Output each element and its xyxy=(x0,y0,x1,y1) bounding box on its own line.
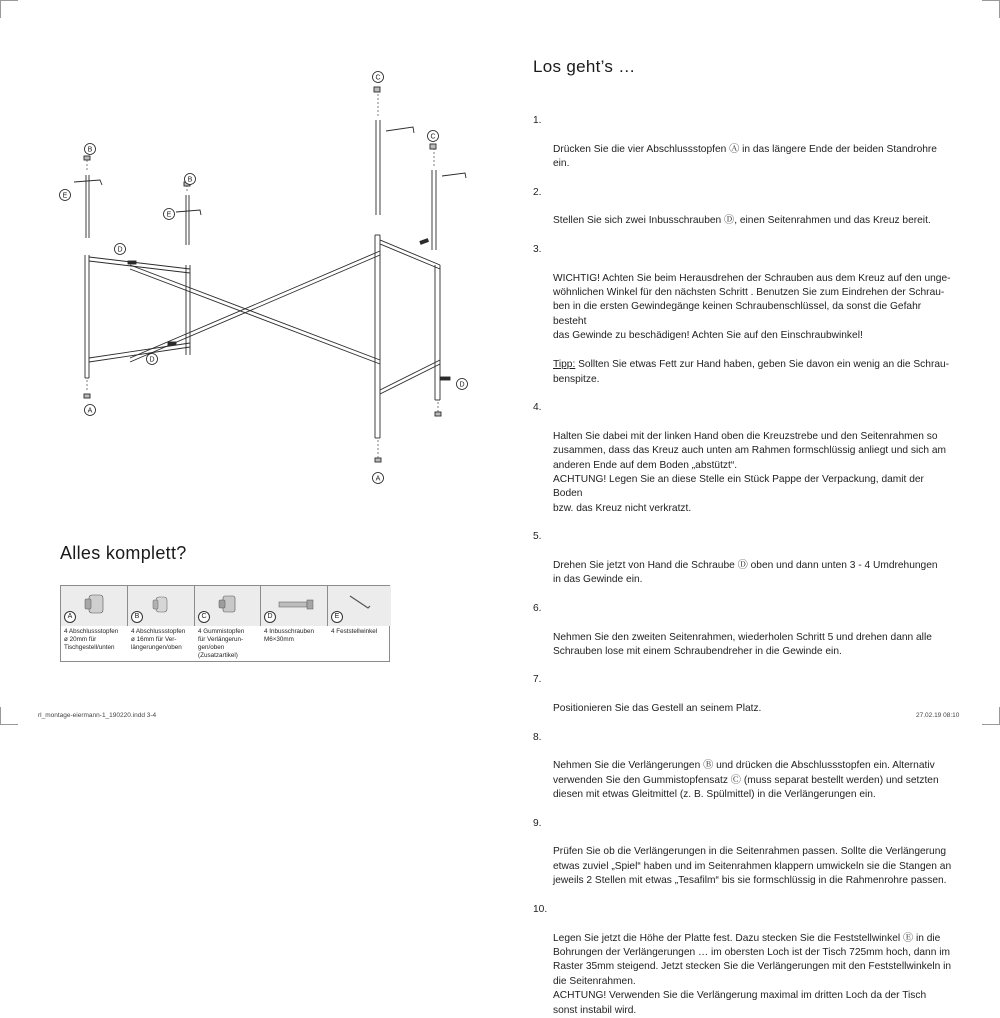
parts-list xyxy=(60,585,390,662)
step-number: 7. xyxy=(533,674,542,686)
step-item xyxy=(533,186,953,229)
part-d-cell xyxy=(261,586,328,626)
step-item xyxy=(533,401,953,516)
step-text: Drehen Sie jetzt von Hand die Schraube Ⓓ oben und dann unten 3 - 4 Umdrehungen in das Gewinde ein. xyxy=(553,559,938,586)
part-e-description: 4 Feststellwinkel xyxy=(331,628,378,635)
part-c-cell xyxy=(195,586,261,626)
tip-label: Tipp: xyxy=(553,359,576,371)
part-d-description: 4 Inbusschrauben M6×30mm xyxy=(264,628,315,643)
part-b-description: 4 Abschlussstopfen ø 16mm für Ver- längerungen/oben xyxy=(131,628,186,651)
crop-mark xyxy=(0,707,1,725)
step-item xyxy=(533,602,953,660)
step-text: Legen Sie jetzt die Höhe der Platte fest. Dazu stecken Sie die Feststellwinkel Ⓔ in die Bohrungen der Verlängerungen … im obersten Loch ist der Tisch 725mm hoch, dann im Raster 35mm steigend. Jetzt stecken Sie die Verlängerungen mit den Feststellwinkeln in die Seitenrahmen. ACHTUNG! Verwenden Sie die Verlängerung maximal im dritten Loch da der Tisch sonst instabil wird. xyxy=(553,932,952,1016)
cap-shape xyxy=(374,87,380,92)
print-slug-date: 27.02.19 08:10 xyxy=(916,712,960,719)
step-number: 10. xyxy=(533,903,548,915)
left-frame-bottom-bar xyxy=(89,347,190,362)
callout-e-left: E xyxy=(62,192,68,200)
part-e-cell xyxy=(328,586,391,626)
callout-e-mid: E xyxy=(166,211,172,219)
step-number: 3. xyxy=(533,243,542,255)
crop-mark xyxy=(0,0,1,18)
crop-mark xyxy=(0,0,18,1)
right-frame-top-bar xyxy=(380,240,440,265)
angle-bracket-shape xyxy=(74,180,102,185)
right-frame-bottom-bar xyxy=(380,360,440,390)
callout-a-left: A xyxy=(87,407,93,415)
callout-d-right: D xyxy=(459,381,465,389)
print-slug-file: rl_montage-eiermann-1_190220.indd 3-4 xyxy=(38,712,157,719)
step-item xyxy=(533,817,953,889)
crop-mark xyxy=(0,724,18,725)
part-d-badge: D xyxy=(264,611,276,623)
parts-check-heading: Alles komplett? xyxy=(60,543,187,563)
screw-shape xyxy=(128,261,136,264)
step-number: 9. xyxy=(533,817,542,829)
part-b-cell xyxy=(128,586,195,626)
crop-mark xyxy=(982,724,1000,725)
instructions-heading: Los geht’s … xyxy=(533,57,636,76)
step-text: Positionieren Sie das Gestell an seinem Platz. xyxy=(553,703,762,715)
callout-a-bottom: A xyxy=(375,475,381,483)
part-e-badge: E xyxy=(331,611,343,623)
callout-b-mid: B xyxy=(187,176,193,184)
step-text: Nehmen Sie den zweiten Seitenrahmen, wiederholen Schritt 5 und drehen dann alle Schrauben lose mit einem Schraubendreher in die Gewinde ein. xyxy=(553,631,932,657)
callout-c-right: C xyxy=(430,133,436,141)
step-number: 1. xyxy=(533,115,542,126)
step-number: 2. xyxy=(533,186,542,198)
step-text: WICHTIG! Achten Sie beim Herausdrehen der Schrauben aus dem Kreuz auf den unge- wöhnlichen Winkel für den nächsten Schritt . Benutzen Sie zum Eindrehen der Schrau- ben in die ersten Gewindegänge keinen Schraubenschlüssel, da sonst die Gefahr besteht das Gewinde zu beschädigen! Achten Sie auf den Einschraubwinkel! xyxy=(553,272,951,342)
instruction-steps xyxy=(533,114,953,1018)
step-text: Drücken Sie die vier Abschlussstopfen Ⓐ in das längere Ende der beiden Standrohre ein. xyxy=(553,143,937,170)
crop-mark xyxy=(982,0,1000,1)
step-item xyxy=(533,731,953,803)
step-item xyxy=(533,243,953,387)
step-text: Prüfen Sie ob die Verlängerungen in die Seitenrahmen passen. Sollte die Verlängerung etwas zuviel „Spiel“ haben und im Seitenrahmen klappern umwickeln sie die Stangen an jeweils 2 Stellen mit etwas „Tesafilm“ bis sie formschlüssig in die Rahmenrohre passen. xyxy=(553,846,952,887)
callout-d-upper: D xyxy=(117,246,123,254)
callout-c-top: C xyxy=(375,74,381,82)
step-number: 6. xyxy=(533,602,542,614)
part-a-badge: A xyxy=(64,611,76,623)
step-text: Stellen Sie sich zwei Inbusschrauben Ⓓ, einen Seitenrahmen und das Kreuz bereit. xyxy=(553,215,931,227)
tip-text: Sollten Sie etwas Fett zur Hand haben, geben Sie davon ein wenig an die Schrau- benspitze. xyxy=(553,359,950,385)
part-c-description: 4 Gummistopfen für Verlängerun- gen/oben (Zusatzartikel) xyxy=(198,628,245,659)
step-number: 4. xyxy=(533,401,542,413)
part-b-badge: B xyxy=(131,611,143,623)
step-number: 8. xyxy=(533,731,542,743)
step-number: 5. xyxy=(533,531,542,543)
part-a-description: 4 Abschlussstopfen ø 20mm für Tischgestell/unten xyxy=(64,628,119,651)
step-text: Halten Sie dabei mit der linken Hand oben die Kreuzstrebe und den Seitenrahmen so zusammen, dass das Kreuz auch unten am Rahmen formschlüssig anliegt und sich am anderen Ende auf dem Boden „abstützt“. ACHTUNG! Legen Sie an diese Stelle ein Stück Pappe der Verpackung, damit der Boden bzw. das Kreuz nicht verkratzt. xyxy=(553,430,946,514)
part-c-badge: C xyxy=(198,611,210,623)
callout-d-lower: D xyxy=(149,356,155,364)
callout-b-left: B xyxy=(87,146,93,154)
part-a-cell xyxy=(61,586,128,626)
step-text: Nehmen Sie die Verlängerungen Ⓑ und drücken die Abschlussstopfen ein. Alternativ verwenden Sie den Gummistopfensatz Ⓒ (muss separat bestellt werden) und setzten diesen mit etwas Gleitmittel (z. B. Spülmittel) in die Verlängerungen ein. xyxy=(553,760,939,801)
step-item xyxy=(533,903,953,1018)
step-item xyxy=(533,530,953,588)
step-item xyxy=(533,673,953,716)
assembly-diagram xyxy=(40,60,480,500)
step-item xyxy=(533,114,953,172)
